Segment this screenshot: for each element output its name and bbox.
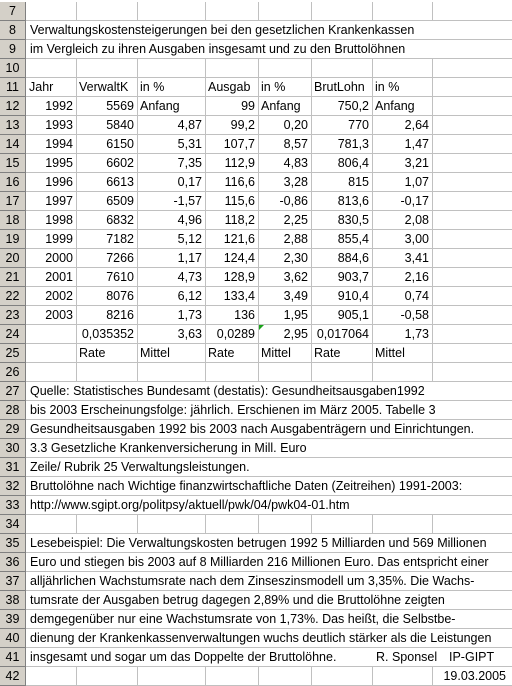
data-cell[interactable]: 118,2 (224, 213, 255, 227)
row-cells[interactable] (26, 363, 512, 382)
column-gridline (76, 515, 77, 533)
data-cell[interactable]: 4,73 (177, 270, 202, 284)
data-cell[interactable]: -0,58 (400, 308, 429, 322)
column-gridline (205, 2, 206, 20)
column-gridline (76, 344, 77, 362)
data-cell[interactable]: 1,73 (177, 308, 202, 322)
data-cell[interactable]: 2003 (45, 308, 73, 322)
column-gridline (137, 344, 138, 362)
data-cell[interactable]: 8216 (106, 308, 134, 322)
data-cell[interactable]: 7182 (106, 232, 134, 246)
data-cell[interactable]: -0,86 (279, 194, 308, 208)
sheet-row (0, 515, 512, 534)
sheet-row (0, 344, 512, 363)
column-gridline (311, 78, 312, 96)
sheet-row (0, 534, 512, 553)
row-header[interactable]: 28 (0, 401, 26, 420)
data-cell[interactable]: 116,6 (224, 175, 255, 189)
column-header-cell[interactable]: VerwaltK (79, 80, 129, 94)
sheet-row (0, 610, 512, 629)
column-gridline (432, 230, 433, 248)
data-cell[interactable]: Anfang (140, 99, 180, 113)
data-cell[interactable]: 910,4 (337, 289, 369, 303)
data-cell[interactable]: 2,16 (404, 270, 429, 284)
data-cell[interactable]: 6,12 (177, 289, 202, 303)
row-header[interactable]: 11 (0, 78, 26, 97)
sheet-row (0, 78, 512, 97)
data-cell[interactable]: 6832 (106, 213, 134, 227)
data-cell[interactable]: -1,57 (173, 194, 202, 208)
column-gridline (205, 363, 206, 381)
column-gridline (137, 2, 138, 20)
row-header[interactable]: 10 (0, 59, 26, 78)
column-gridline (258, 344, 259, 362)
column-gridline (258, 2, 259, 20)
organization-cell[interactable]: IP-GIPT (449, 650, 495, 664)
column-header-cell[interactable]: Jahr (29, 80, 54, 94)
sheet-row (0, 59, 512, 78)
data-cell[interactable]: 1996 (45, 175, 73, 189)
row-cells[interactable] (26, 59, 512, 78)
data-cell[interactable]: 7610 (106, 270, 134, 284)
sheet-row (0, 211, 512, 230)
data-cell[interactable]: 1994 (45, 137, 73, 151)
column-header-cell[interactable]: in % (261, 80, 286, 94)
sheet-row (0, 648, 512, 667)
data-cell[interactable]: 7266 (106, 251, 134, 265)
column-gridline (311, 344, 312, 362)
sheet-row (0, 40, 512, 59)
data-cell[interactable]: 2000 (45, 251, 73, 265)
column-gridline (372, 59, 373, 77)
row-header[interactable]: 13 (0, 116, 26, 135)
row-header[interactable]: 17 (0, 192, 26, 211)
column-gridline (372, 344, 373, 362)
row-header[interactable]: 23 (0, 306, 26, 325)
sheet-row (0, 230, 512, 249)
sheet-row (0, 154, 512, 173)
label-cell[interactable]: Rate (208, 346, 235, 360)
data-cell[interactable]: 1998 (45, 213, 73, 227)
summary-cell[interactable]: 0,017064 (316, 327, 369, 341)
data-cell[interactable]: 1,07 (404, 175, 429, 189)
column-gridline (205, 667, 206, 685)
data-cell[interactable]: -0,17 (400, 194, 429, 208)
data-cell[interactable]: 905,1 (337, 308, 369, 322)
column-gridline (432, 268, 433, 286)
row-header[interactable]: 34 (0, 515, 26, 534)
row-header[interactable]: 24 (0, 325, 26, 344)
row-header[interactable]: 22 (0, 287, 26, 306)
row-header[interactable]: 42 (0, 667, 26, 686)
data-cell[interactable]: 3,21 (404, 156, 429, 170)
row-header[interactable]: 32 (0, 477, 26, 496)
row-header[interactable]: 27 (0, 382, 26, 401)
row-header[interactable]: 35 (0, 534, 26, 553)
column-gridline (372, 363, 373, 381)
column-gridline (432, 173, 433, 191)
column-gridline (258, 78, 259, 96)
column-gridline (432, 154, 433, 172)
data-cell[interactable]: 7,35 (177, 156, 202, 170)
sheet-row (0, 287, 512, 306)
column-gridline (432, 306, 433, 324)
row-header[interactable]: 39 (0, 610, 26, 629)
data-cell[interactable]: 128,9 (223, 270, 255, 284)
sheet-row (0, 363, 512, 382)
data-cell[interactable]: Anfang (375, 99, 415, 113)
data-cell[interactable]: 815 (348, 175, 369, 189)
sheet-row (0, 21, 512, 40)
summary-cell[interactable]: 3,63 (177, 327, 202, 341)
data-cell[interactable]: 107,7 (223, 137, 255, 151)
data-cell[interactable]: 112,9 (224, 156, 255, 170)
column-gridline (432, 97, 433, 115)
row-header[interactable]: 41 (0, 648, 26, 667)
column-gridline (311, 2, 312, 20)
data-cell[interactable]: 2,25 (283, 213, 308, 227)
data-cell[interactable]: 830,5 (337, 213, 369, 227)
row-header[interactable]: 37 (0, 572, 26, 591)
column-gridline (432, 78, 433, 96)
data-cell[interactable]: 884,6 (337, 251, 369, 265)
row-header[interactable]: 25 (0, 344, 26, 363)
sheet-row (0, 439, 512, 458)
column-gridline (258, 667, 259, 685)
data-cell[interactable]: 124,4 (223, 251, 255, 265)
data-cell[interactable]: 813,6 (337, 194, 369, 208)
sheet-row (0, 591, 512, 610)
data-cell[interactable]: 806,4 (337, 156, 369, 170)
column-header-cell[interactable]: in % (140, 80, 165, 94)
source-text-line[interactable]: http://www.sgipt.org/politpsy/aktuell/pwk/04/pwk04-01.htm (30, 498, 350, 512)
data-cell[interactable]: 3,62 (283, 270, 308, 284)
data-cell[interactable]: 1,95 (283, 308, 308, 322)
sheet-row (0, 249, 512, 268)
column-gridline (137, 515, 138, 533)
row-header[interactable]: 40 (0, 629, 26, 648)
sheet-row (0, 135, 512, 154)
data-cell[interactable]: 0,17 (177, 175, 202, 189)
data-cell[interactable]: 3,49 (283, 289, 308, 303)
data-cell[interactable]: 8,57 (283, 137, 308, 151)
column-gridline (372, 515, 373, 533)
reading-example-line[interactable]: dienung der Krankenkassenverwaltungen wuchs deutlich stärker als die Leistungen (30, 631, 492, 645)
summary-cell[interactable]: 1,73 (404, 327, 429, 341)
data-cell[interactable]: 6150 (106, 137, 134, 151)
column-gridline (311, 515, 312, 533)
data-cell[interactable]: 8076 (106, 289, 134, 303)
data-cell[interactable]: 2002 (45, 289, 73, 303)
sheet-row (0, 458, 512, 477)
data-cell[interactable]: 3,28 (283, 175, 308, 189)
sheet-row (0, 325, 512, 344)
column-gridline (432, 135, 433, 153)
sheet-row (0, 173, 512, 192)
row-header[interactable]: 9 (0, 40, 26, 59)
source-text-line[interactable]: Zeile/ Rubrik 25 Verwaltungsleistungen. (30, 460, 250, 474)
row-header[interactable]: 30 (0, 439, 26, 458)
column-gridline (432, 363, 433, 381)
row-header[interactable]: 31 (0, 458, 26, 477)
column-gridline (372, 2, 373, 20)
author-cell[interactable]: R. Sponsel (376, 650, 438, 664)
sheet-row (0, 401, 512, 420)
column-gridline (258, 363, 259, 381)
data-cell[interactable]: 781,3 (337, 137, 369, 151)
data-cell[interactable]: 4,83 (283, 156, 308, 170)
source-text-line[interactable]: Quelle: Statistisches Bundesamt (destatis): Gesundheitsausgaben1992 (30, 384, 425, 398)
date-cell[interactable]: 19.03.2005 (443, 669, 506, 683)
column-gridline (311, 667, 312, 685)
title-line[interactable]: im Vergleich zu ihren Ausgaben insgesamt und zu den Bruttolöhnen (30, 42, 406, 56)
data-cell[interactable]: 4,96 (177, 213, 202, 227)
sheet-row (0, 2, 512, 21)
column-header-cell[interactable]: in % (375, 80, 400, 94)
source-text-line[interactable]: Bruttolöhne nach Wichtige finanzwirtschaftliche Daten (Zeitreihen) 1991-2003: (30, 479, 463, 493)
sheet-row (0, 268, 512, 287)
data-cell[interactable]: 2,08 (404, 213, 429, 227)
data-cell[interactable]: 903,7 (337, 270, 369, 284)
sheet-row (0, 382, 512, 401)
label-cell[interactable]: Mittel (261, 346, 291, 360)
sheet-row (0, 496, 512, 515)
column-gridline (432, 287, 433, 305)
sheet-row (0, 306, 512, 325)
reading-example-line[interactable]: tumsrate der Ausgaben betrug dagegen 2,89% und die Bruttolöhne zeigten (30, 593, 445, 607)
column-gridline (258, 515, 259, 533)
title-line[interactable]: Verwaltungskostensteigerungen bei den gesetzlichen Krankenkassen (30, 23, 415, 37)
row-header[interactable]: 20 (0, 249, 26, 268)
data-cell[interactable]: 1992 (45, 99, 73, 113)
column-gridline (432, 211, 433, 229)
column-gridline (372, 97, 373, 115)
reading-example-line[interactable]: Lesebeispiel: Die Verwaltungskosten betrugen 1992 5 Milliarden und 569 Millionen (30, 536, 487, 550)
sheet-row (0, 116, 512, 135)
label-cell[interactable]: Rate (314, 346, 341, 360)
row-header[interactable]: 26 (0, 363, 26, 382)
column-gridline (258, 59, 259, 77)
data-cell[interactable]: 6602 (106, 156, 134, 170)
data-cell[interactable]: 4,87 (177, 118, 202, 132)
source-text-line[interactable]: bis 2003 Erscheinungsfolge: jährlich. Erschienen im März 2005. Tabelle 3 (30, 403, 436, 417)
sheet-row (0, 572, 512, 591)
data-cell[interactable]: 5,31 (177, 137, 202, 151)
row-header[interactable]: 19 (0, 230, 26, 249)
column-gridline (258, 97, 259, 115)
data-cell[interactable]: 1997 (45, 194, 73, 208)
data-cell[interactable]: 3,00 (404, 232, 429, 246)
row-cells[interactable] (26, 2, 512, 21)
column-gridline (372, 667, 373, 685)
column-gridline (137, 667, 138, 685)
reading-example-line[interactable]: Euro und stiegen bis 2003 auf 8 Milliarden 216 Millionen Euro. Das entspricht einer (30, 555, 489, 569)
column-gridline (137, 97, 138, 115)
summary-cell[interactable]: 0,0289 (216, 327, 255, 341)
column-gridline (311, 363, 312, 381)
data-cell[interactable]: 750,2 (337, 99, 369, 113)
summary-cell[interactable]: 2,95 (283, 327, 308, 341)
sheet-row (0, 420, 512, 439)
row-header[interactable]: 15 (0, 154, 26, 173)
label-cell[interactable]: Mittel (140, 346, 170, 360)
column-gridline (76, 2, 77, 20)
column-gridline (76, 363, 77, 381)
column-gridline (205, 515, 206, 533)
column-gridline (432, 325, 433, 343)
row-header[interactable]: 29 (0, 420, 26, 439)
row-header[interactable]: 18 (0, 211, 26, 230)
column-gridline (432, 249, 433, 267)
column-gridline (311, 59, 312, 77)
data-cell[interactable]: 855,4 (337, 232, 369, 246)
data-cell[interactable]: 0,74 (404, 289, 429, 303)
data-cell[interactable]: 2,30 (283, 251, 308, 265)
column-gridline (372, 78, 373, 96)
data-cell[interactable]: 6613 (106, 175, 134, 189)
column-gridline (205, 59, 206, 77)
data-cell[interactable]: 2001 (45, 270, 73, 284)
column-gridline (432, 192, 433, 210)
column-gridline (432, 59, 433, 77)
row-header[interactable]: 38 (0, 591, 26, 610)
cell-comment-marker-icon[interactable] (259, 325, 264, 330)
row-header[interactable]: 36 (0, 553, 26, 572)
data-cell[interactable]: 133,4 (223, 289, 255, 303)
column-gridline (76, 59, 77, 77)
data-cell[interactable]: Anfang (261, 99, 301, 113)
sheet-row (0, 97, 512, 116)
data-cell[interactable]: 99,2 (230, 118, 255, 132)
data-cell[interactable]: 115,6 (224, 194, 255, 208)
sheet-row (0, 553, 512, 572)
data-cell[interactable]: 121,6 (223, 232, 255, 246)
source-text-line[interactable]: 3.3 Gesetzliche Krankenversicherung in Mill. Euro (30, 441, 307, 455)
row-header[interactable]: 16 (0, 173, 26, 192)
row-header[interactable]: 12 (0, 97, 26, 116)
row-header[interactable]: 8 (0, 21, 26, 40)
data-cell[interactable]: 0,20 (283, 118, 308, 132)
column-gridline (205, 78, 206, 96)
row-header[interactable]: 33 (0, 496, 26, 515)
column-gridline (137, 78, 138, 96)
data-cell[interactable]: 136 (234, 308, 255, 322)
source-text-line[interactable]: Gesundheitsausgaben 1992 bis 2003 nach Ausgabenträgern und Einrichtungen. (30, 422, 475, 436)
row-cells[interactable] (26, 515, 512, 534)
reading-example-line[interactable]: insgesamt und sogar um das Doppelte der Bruttolöhne. (30, 650, 337, 664)
data-cell[interactable]: 3,41 (404, 251, 429, 265)
column-gridline (205, 344, 206, 362)
data-cell[interactable]: 1993 (45, 118, 73, 132)
data-cell[interactable]: 5840 (106, 118, 134, 132)
column-gridline (137, 59, 138, 77)
data-cell[interactable]: 1999 (45, 232, 73, 246)
data-cell[interactable]: 1,17 (177, 251, 202, 265)
sheet-row (0, 477, 512, 496)
reading-example-line[interactable]: alljährlichen Wachstumsrate nach dem Zinseszinsmodell um 3,35%. Die Wachs- (30, 574, 475, 588)
reading-example-line[interactable]: demgegenüber nur eine Wachstumsrate von 1,73%. Das heißt, die Selbstbe- (30, 612, 456, 626)
sheet-row (0, 629, 512, 648)
data-cell[interactable]: 2,64 (404, 118, 429, 132)
data-cell[interactable]: 1,47 (404, 137, 429, 151)
column-gridline (432, 2, 433, 20)
data-cell[interactable]: 5,12 (177, 232, 202, 246)
label-cell[interactable]: Rate (79, 346, 106, 360)
sheet-row (0, 667, 512, 686)
column-gridline (76, 667, 77, 685)
row-header[interactable]: 7 (0, 2, 26, 21)
column-gridline (76, 78, 77, 96)
column-gridline (432, 515, 433, 533)
data-cell[interactable]: 1995 (45, 156, 73, 170)
data-cell[interactable]: 6509 (106, 194, 134, 208)
data-cell[interactable]: 770 (348, 118, 369, 132)
label-cell[interactable]: Mittel (375, 346, 405, 360)
data-cell[interactable]: 2,88 (283, 232, 308, 246)
column-gridline (432, 116, 433, 134)
sheet-row (0, 192, 512, 211)
column-gridline (137, 363, 138, 381)
row-header[interactable]: 14 (0, 135, 26, 154)
column-header-cell[interactable]: BrutLohn (314, 80, 365, 94)
data-cell[interactable]: 99 (241, 99, 255, 113)
summary-cell[interactable]: 0,035352 (81, 327, 134, 341)
column-gridline (432, 344, 433, 362)
row-header[interactable]: 21 (0, 268, 26, 287)
column-header-cell[interactable]: Ausgab (208, 80, 251, 94)
data-cell[interactable]: 5569 (106, 99, 134, 113)
